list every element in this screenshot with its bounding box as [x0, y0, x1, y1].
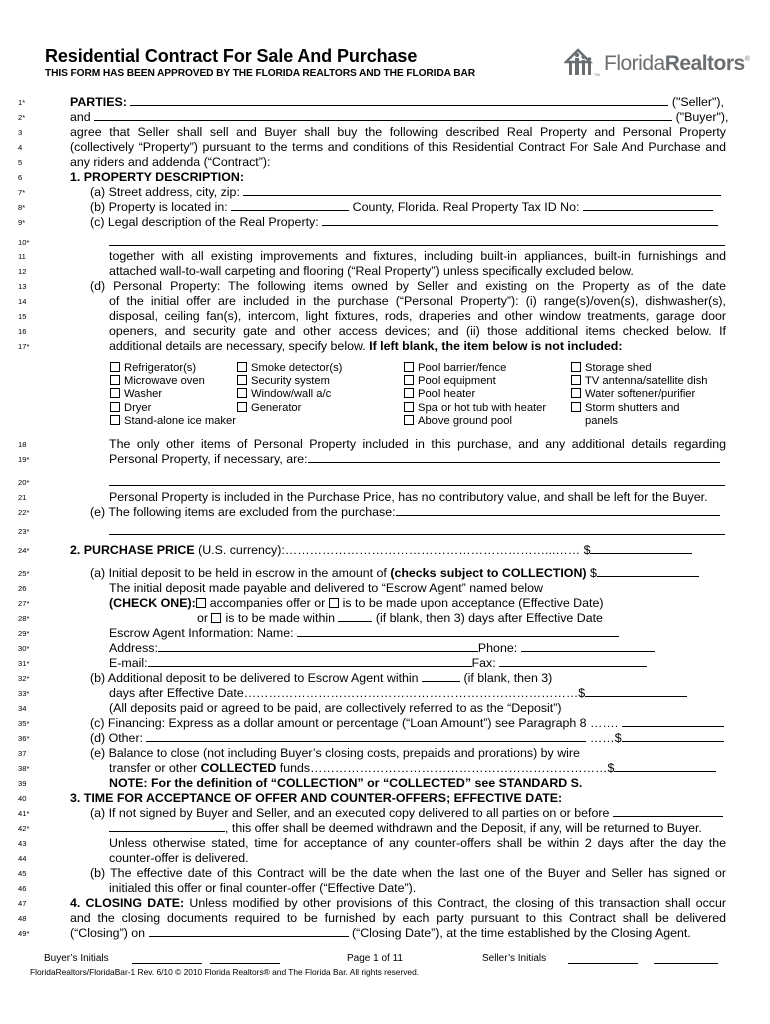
personal-property-checkbox-item[interactable]: [404, 415, 512, 428]
legal-description-field-2[interactable]: [109, 235, 725, 246]
contract-line: [0, 185, 770, 200]
checkbox[interactable]: [571, 375, 581, 385]
line-number: 11: [18, 252, 26, 261]
line-number: 44: [18, 854, 27, 863]
line-text: E-mail: Fax:: [109, 656, 726, 671]
personal-property-checkbox-item[interactable]: [110, 402, 151, 415]
line-number: 34: [18, 704, 27, 713]
line-number: 27*: [18, 599, 30, 608]
florida-realtors-logo: [564, 44, 750, 80]
line-number: 35*: [18, 719, 30, 728]
checkbox[interactable]: [110, 375, 120, 385]
contract-line: [0, 125, 770, 140]
buyers-initials-label: Buyer’s Initials: [44, 953, 109, 964]
personal-property-checkbox-item[interactable]: [110, 388, 162, 401]
checkbox-label: Washer: [124, 388, 163, 401]
contract-line: [0, 235, 770, 250]
contract-line: [0, 490, 770, 505]
checkbox-label: Pool equipment: [418, 375, 496, 388]
escrow-address-field[interactable]: [158, 641, 478, 652]
checkbox[interactable]: [404, 388, 414, 398]
line-number: 15: [18, 312, 27, 321]
line-number: 45: [18, 869, 27, 878]
upon-acceptance-checkbox[interactable]: [329, 598, 339, 608]
county-field[interactable]: [231, 200, 349, 211]
line-text: 2. PURCHASE PRICE (U.S. currency):………………………………………………………...…… $: [70, 543, 726, 558]
line-number: 28*: [18, 614, 30, 623]
line-number: 20*: [18, 478, 30, 487]
line-text: (c) Legal description of the Real Property:: [90, 215, 726, 230]
contract-line: [0, 746, 770, 761]
line-text: (b) The effective date of this Contract will be the date when the last one of the Buyer and Seller has signed or: [90, 866, 726, 880]
personal-property-checkbox-item[interactable]: [404, 362, 506, 375]
contract-line: [0, 566, 770, 581]
personal-property-checkbox-item[interactable]: [571, 402, 680, 415]
realtors-house-icon: [564, 44, 604, 78]
contract-line: [0, 731, 770, 746]
personal-property-checkbox-item[interactable]: [571, 415, 618, 428]
page-subtitle: THIS FORM HAS BEEN APPROVED BY THE FLORIDA REALTORS AND THE FLORIDA BAR: [45, 68, 476, 79]
personal-property-checkbox-item[interactable]: [110, 375, 205, 388]
line-number: 17*: [18, 342, 30, 351]
line-text: attached wall-to-wall carpeting and flooring (“Real Property”) unless specifically excluded below.: [109, 264, 634, 278]
line-text: The initial deposit made payable and delivered to “Escrow Agent” named below: [109, 581, 543, 595]
contract-line: [0, 155, 770, 170]
checkbox[interactable]: [110, 402, 120, 412]
checkbox-label: Dryer: [124, 401, 152, 414]
buyer-initial-field-2[interactable]: [210, 953, 280, 964]
line-number: 8*: [18, 203, 26, 212]
checkbox[interactable]: [404, 415, 414, 425]
line-text: [109, 235, 726, 250]
escrow-email-field[interactable]: [148, 656, 472, 667]
checkbox-label: Generator: [251, 401, 302, 414]
checkbox[interactable]: [571, 402, 581, 412]
contract-line: [0, 671, 770, 686]
line-number: 4: [18, 143, 23, 152]
contract-line: [0, 641, 770, 656]
legal-description-field[interactable]: [322, 215, 718, 226]
line-text: [109, 524, 726, 539]
checkbox-label: Above ground pool: [418, 414, 512, 427]
contract-line: [0, 215, 770, 230]
checkbox-label: Stand-alone ice maker: [124, 414, 236, 427]
contract-line: [0, 851, 770, 866]
personal-property-checkbox-item[interactable]: [571, 362, 652, 375]
contract-line: [0, 836, 770, 851]
line-number: 14: [18, 297, 27, 306]
line-number: 43: [18, 839, 27, 848]
line-text: disposal, ceiling fan(s), intercom, light fixtures, rods, draperies and other window treatments, garage door: [109, 309, 726, 323]
contract-line: [0, 437, 770, 452]
line-text: together with all existing improvements and fixtures, including built-in appliances, built-in furnishings and: [109, 249, 726, 263]
checkbox-label: Water softener/purifier: [585, 388, 696, 401]
checkbox-label: panels: [585, 414, 618, 427]
acceptance-date-field[interactable]: [613, 806, 723, 817]
line-text: counter-offer is delivered.: [109, 851, 249, 865]
line-text: openers, and security gate and other access devices; and (ii) those additional items checked below. If: [109, 324, 726, 338]
personal-property-checkbox-item[interactable]: [237, 388, 331, 401]
additional-deposit-field[interactable]: [585, 686, 687, 697]
contract-line: [0, 911, 770, 926]
line-number: 21: [18, 493, 27, 502]
line-text: (collectively “Property”) pursuant to the terms and conditions of this Residential Contract For Sale And Purchase and: [70, 140, 726, 154]
contract-line: [0, 309, 770, 324]
contract-line: [0, 324, 770, 339]
tax-id-field[interactable]: [583, 200, 713, 211]
contract-line: [0, 505, 770, 520]
line-text: Personal Property is included in the Purchase Price, has no contributory value, and shall be left for the Buyer.: [109, 490, 708, 504]
excluded-items-field[interactable]: [396, 505, 720, 516]
line-number: 1*: [18, 98, 26, 107]
contract-line: [0, 896, 770, 911]
escrow-fax-field[interactable]: [499, 656, 647, 667]
seller-name-field[interactable]: [130, 95, 668, 106]
checkbox[interactable]: [237, 375, 247, 385]
line-number: 41*: [18, 809, 30, 818]
line-text: or is to be made within (if blank, then 3) days after Effective Date: [197, 611, 603, 625]
street-address-field[interactable]: [243, 185, 721, 196]
within-days-checkbox[interactable]: [211, 613, 221, 623]
checkbox[interactable]: [110, 362, 120, 372]
line-text: (b) Additional deposit to be delivered to Escrow Agent within (if blank, then 3): [90, 671, 553, 685]
contract-line: [0, 110, 770, 125]
line-number: 30*: [18, 644, 30, 653]
page-title: Residential Contract For Sale And Purchase: [45, 46, 418, 66]
contract-line: [0, 596, 770, 611]
line-text: 3. TIME FOR ACCEPTANCE OF OFFER AND COUNTER-OFFERS; EFFECTIVE DATE:: [70, 791, 563, 805]
line-text: 4. CLOSING DATE: Unless modified by other provisions of this Contract, the closing of this transaction shall occur: [70, 896, 726, 910]
checkbox-label: Pool heater: [418, 388, 476, 401]
contract-line: [0, 716, 770, 731]
personal-property-field-2[interactable]: [109, 475, 725, 486]
line-number: 10*: [18, 238, 30, 247]
seller-initial-field-1[interactable]: [568, 953, 638, 964]
contract-line: [0, 452, 770, 467]
checkbox-label: Microwave oven: [124, 375, 205, 388]
checkbox[interactable]: [237, 362, 247, 372]
personal-property-checkbox-item[interactable]: [404, 388, 475, 401]
line-text: 1. PROPERTY DESCRIPTION:: [70, 170, 244, 184]
personal-property-checkbox-item[interactable]: [237, 362, 342, 375]
other-field[interactable]: [146, 731, 586, 742]
line-text: (a) Initial deposit to be held in escrow in the amount of (checks subject to COLLECTION) $: [90, 566, 726, 581]
line-text: (a) If not signed by Buyer and Seller, and an executed copy delivered to all parties on or before: [90, 806, 726, 821]
personal-property-checkbox-item[interactable]: [237, 402, 301, 415]
escrow-phone-field[interactable]: [521, 641, 655, 652]
line-number: 36*: [18, 734, 30, 743]
line-text: and the closing documents required to be furnished by each party pursuant to this Contract shall be delivered: [70, 911, 726, 925]
line-text: any riders and addenda (“Contract”):: [70, 155, 271, 169]
loan-amount-field[interactable]: [622, 716, 724, 727]
checkbox[interactable]: [237, 388, 247, 398]
checkbox[interactable]: [571, 388, 581, 398]
checkbox[interactable]: [404, 402, 414, 412]
line-text: (e) Balance to close (not including Buyer’s closing costs, prepaids and prorations) by wire: [90, 746, 580, 760]
personal-property-checkbox-item[interactable]: [571, 388, 695, 401]
contract-line: [0, 626, 770, 641]
contract-line: [0, 170, 770, 185]
line-text: agree that Seller shall sell and Buyer shall buy the following described Real Property and Personal Property: [70, 125, 726, 139]
line-text: The only other items of Personal Property included in this purchase, and any additional details regarding: [109, 437, 726, 451]
personal-property-checkbox-item[interactable]: [404, 375, 496, 388]
checkbox-label: Window/wall a/c: [251, 388, 332, 401]
contract-line: [0, 926, 770, 941]
svg-text:TM: TM: [594, 72, 600, 77]
contract-line: [0, 821, 770, 836]
line-number: 42*: [18, 824, 30, 833]
contract-line: [0, 611, 770, 626]
contract-line: [0, 581, 770, 596]
line-text: (“Closing”) on (“Closing Date”), at the time established by the Closing Agent.: [70, 926, 691, 940]
line-number: 38*: [18, 764, 30, 773]
line-text: Escrow Agent Information: Name:: [109, 626, 726, 641]
line-number: 40: [18, 794, 27, 803]
page-number: Page 1 of 11: [347, 953, 403, 964]
additional-deposit-days-field[interactable]: [422, 671, 460, 682]
checkbox[interactable]: [404, 362, 414, 372]
line-text: Unless otherwise stated, time for acceptance of any counter-offers shall be within 2 days after the day the: [109, 836, 726, 850]
line-number: 32*: [18, 674, 30, 683]
line-number: 22*: [18, 508, 30, 517]
line-text: , this offer shall be deemed withdrawn and the Deposit, if any, will be returned to Buyer.: [109, 821, 726, 836]
line-text: additional details are necessary, specify below. If left blank, the item below is not included:: [109, 339, 623, 353]
personal-property-checkbox-item[interactable]: [404, 402, 546, 415]
line-number: 48: [18, 914, 27, 923]
line-number: 47: [18, 899, 27, 908]
contract-line: [0, 543, 770, 558]
checkbox-label: Security system: [251, 375, 330, 388]
line-number: 5: [18, 158, 23, 167]
line-text: (c) Financing: Express as a dollar amount or percentage (“Loan Amount”) see Paragraph 8 …….: [90, 716, 726, 731]
line-text: Personal Property, if necessary, are:: [109, 452, 726, 467]
contract-line: [0, 524, 770, 539]
personal-property-checkbox-item[interactable]: [237, 375, 330, 388]
line-text: (CHECK ONE): accompanies offer or is to be made upon acceptance (Effective Date): [109, 596, 604, 610]
contract-line: [0, 95, 770, 110]
accompanies-offer-checkbox[interactable]: [196, 598, 206, 608]
line-number: 3: [18, 128, 23, 137]
checkbox[interactable]: [237, 402, 247, 412]
checkbox-label: TV antenna/satellite dish: [585, 375, 708, 388]
checkbox-label: Refrigerator(s): [124, 362, 197, 374]
line-number: 9*: [18, 218, 26, 227]
contract-line: [0, 249, 770, 264]
excluded-items-field-2[interactable]: [109, 524, 725, 535]
line-number: 31*: [18, 659, 30, 668]
personal-property-field[interactable]: [308, 452, 720, 463]
contract-line: [0, 866, 770, 881]
line-text: PARTIES: ("Seller"),: [70, 95, 724, 109]
checkbox-label: Storage shed: [585, 362, 652, 374]
seller-initial-field-2[interactable]: [654, 953, 718, 964]
line-text: and ("Buyer"),: [70, 110, 729, 124]
escrow-name-field[interactable]: [297, 626, 619, 637]
line-number: 2*: [18, 113, 26, 122]
line-text: (d) Personal Property: The following items owned by Seller and existing on the Property as of the date: [90, 279, 726, 293]
purchase-price-field[interactable]: [590, 543, 692, 554]
line-text: [109, 475, 726, 490]
personal-property-checkbox-item[interactable]: [571, 375, 708, 388]
checkbox-label: Spa or hot tub with heater: [418, 401, 547, 414]
personal-property-checkbox-item[interactable]: [110, 415, 236, 428]
contract-line: [0, 339, 770, 354]
line-text: initialed this offer or final counter-offer (“Effective Date”).: [109, 881, 417, 895]
line-text: NOTE: For the definition of “COLLECTION” or “COLLECTED” see STANDARD S.: [109, 776, 583, 790]
contract-line: [0, 475, 770, 490]
line-number: 12: [18, 267, 27, 276]
contract-line: [0, 279, 770, 294]
personal-property-checkbox-item[interactable]: [110, 362, 196, 375]
checkbox[interactable]: [571, 362, 581, 372]
checkbox[interactable]: [110, 388, 120, 398]
revision-notice: FloridaRealtors/FloridaBar-1 Rev. 6/10 © 2010 Florida Realtors® and The Florida Bar. All rights reserved.: [30, 967, 420, 977]
line-number: 24*: [18, 546, 30, 555]
line-number: 33*: [18, 689, 30, 698]
checkbox-label: Smoke detector(s): [251, 362, 343, 374]
line-number: 18: [18, 440, 27, 449]
line-number: 29*: [18, 629, 30, 638]
line-text: days after Effective Date………………………………………………………………………$: [109, 686, 726, 701]
contract-line: [0, 881, 770, 896]
line-number: 39: [18, 779, 27, 788]
line-text: (e) The following items are excluded from the purchase:: [90, 505, 726, 520]
contract-line: [0, 806, 770, 821]
contract-line: [0, 200, 770, 215]
balance-field[interactable]: [614, 761, 716, 772]
line-text: Address: Phone:: [109, 641, 726, 656]
line-text: (b) Property is located in: County, Florida. Real Property Tax ID No:: [90, 200, 726, 215]
closing-date-field[interactable]: [149, 926, 349, 937]
checkbox-label: Storm shutters and: [585, 401, 680, 414]
line-text: (a) Street address, city, zip:: [90, 185, 726, 200]
logo-wordmark: FloridaRealtors®: [604, 52, 750, 75]
line-number: 37: [18, 749, 27, 758]
line-number: 26: [18, 584, 27, 593]
line-number: 16: [18, 327, 27, 336]
deposit-days-field[interactable]: [338, 611, 372, 622]
line-text: (All deposits paid or agreed to be paid, are collectively referred to as the “Deposit”): [109, 701, 562, 715]
line-number: 19*: [18, 455, 30, 464]
sellers-initials-label: Seller’s Initials: [482, 953, 547, 964]
contract-line: [0, 701, 770, 716]
contract-line: [0, 656, 770, 671]
buyer-name-field[interactable]: [94, 110, 672, 121]
line-text: of the initial offer are included in the purchase (“Personal Property”): (i) range(s)/oven(s), dishwasher(s),: [109, 294, 726, 308]
contract-line: [0, 761, 770, 776]
acceptance-time-field[interactable]: [109, 821, 225, 832]
contract-line: [0, 264, 770, 279]
contract-line: [0, 776, 770, 791]
buyer-initial-field-1[interactable]: [132, 953, 202, 964]
line-number: 46: [18, 884, 27, 893]
contract-line: [0, 686, 770, 701]
contract-line: [0, 294, 770, 309]
checkbox[interactable]: [110, 415, 120, 425]
line-text: transfer or other COLLECTED funds………………………………………………………………$: [109, 761, 726, 776]
line-number: 23*: [18, 527, 30, 536]
checkbox-label: Pool barrier/fence: [418, 362, 507, 374]
initial-deposit-field[interactable]: [597, 566, 699, 577]
line-number: 7*: [18, 188, 26, 197]
line-text: (d) Other: ……$: [90, 731, 726, 746]
other-amount-field[interactable]: [622, 731, 724, 742]
checkbox[interactable]: [404, 375, 414, 385]
line-number: 6: [18, 173, 23, 182]
line-number: 13: [18, 282, 27, 291]
line-number: 25*: [18, 569, 30, 578]
contract-line: [0, 791, 770, 806]
line-number: 49*: [18, 929, 30, 938]
contract-line: [0, 140, 770, 155]
